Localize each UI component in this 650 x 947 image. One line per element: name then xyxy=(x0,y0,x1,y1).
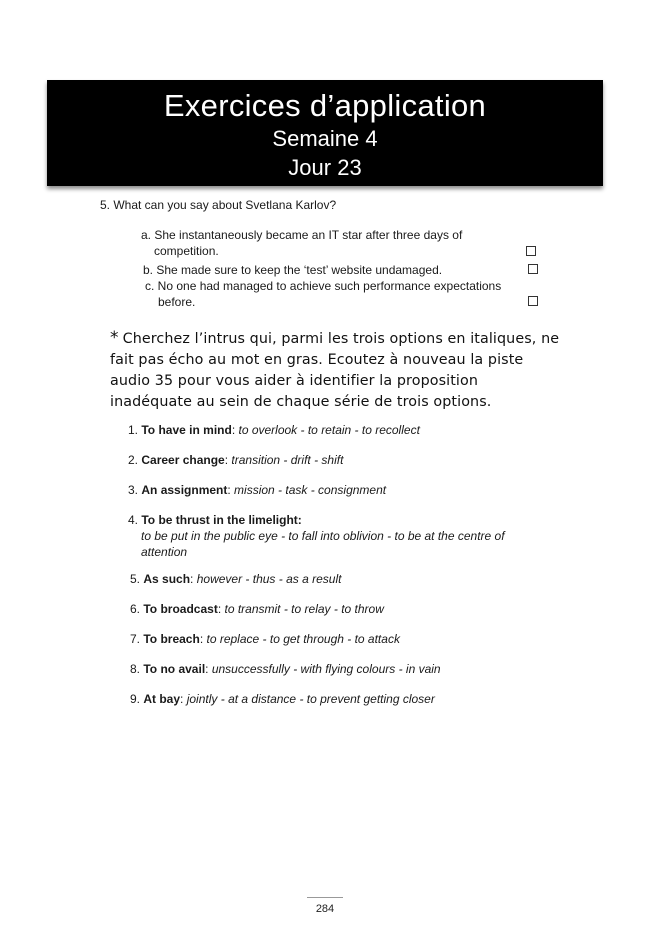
page-number: 284 xyxy=(315,903,335,915)
item-term: To be thrust in the limelight: xyxy=(141,513,302,527)
item-options-line2: attention xyxy=(141,545,188,559)
item-number: 9. xyxy=(130,692,141,706)
item-options: however - thus - as a result xyxy=(196,572,342,586)
item-term: To breach xyxy=(143,632,200,646)
item-options: transition - drift - shift xyxy=(231,453,344,467)
option-b-checkbox[interactable] xyxy=(528,264,538,274)
item-options-line1: to be put in the public eye - to fall into oblivion - to be at the centre of xyxy=(141,529,505,543)
option-a xyxy=(141,227,462,259)
option-c-checkbox[interactable] xyxy=(528,296,538,306)
list-item: 3. An assignment: mission - task - consignment xyxy=(128,483,387,497)
item-term: At bay xyxy=(143,692,181,706)
list-item: 2. Career change: transition - drift - shift xyxy=(128,453,344,467)
item-term: Career change xyxy=(141,453,225,467)
list-item: 1. To have in mind: to overlook - to retain - to recollect xyxy=(128,423,420,437)
option-a-line2: competition. xyxy=(154,244,219,258)
item-options: mission - task - consignment xyxy=(234,483,387,497)
item-options: jointly - at a distance - to prevent getting closer xyxy=(186,692,435,706)
list-item: 6. To broadcast: to transmit - to relay - to throw xyxy=(130,602,384,616)
option-a-line1: a. She instantaneously became an IT star after three days of xyxy=(141,228,463,242)
instruction-paragraph xyxy=(110,328,560,413)
option-b-line1: b. She made sure to keep the ‘test’ website undamaged. xyxy=(143,263,443,277)
item-number: 6. xyxy=(130,602,141,616)
item-term: As such xyxy=(143,572,191,586)
day-label: Jour 23 xyxy=(288,155,362,180)
list-item: 9. At bay: jointly - at a distance - to prevent getting closer xyxy=(130,692,435,706)
item-term: An assignment xyxy=(141,483,228,497)
footer-divider xyxy=(307,897,343,898)
page-title: Exercices d’application xyxy=(163,88,487,123)
question-5: 5. What can you say about Svetlana Karlov? xyxy=(100,198,337,212)
item-term: To have in mind xyxy=(141,423,232,437)
list-item: 7. To breach: to replace - to get through - to attack xyxy=(130,632,400,646)
item-options: to overlook - to retain - to recollect xyxy=(238,423,420,437)
item-term: To broadcast xyxy=(143,602,218,616)
title-banner xyxy=(47,80,603,186)
item-number: 2. xyxy=(128,453,139,467)
option-c xyxy=(145,278,501,310)
item-number: 5. xyxy=(130,572,141,586)
item-options: to transmit - to relay - to throw xyxy=(224,602,384,616)
list-item: 5. As such: however - thus - as a result xyxy=(130,572,342,586)
item-options: to replace - to get through - to attack xyxy=(206,632,400,646)
option-c-line1: c. No one had managed to achieve such performance expectations xyxy=(145,279,502,293)
list-item: 8. To no avail: unsuccessfully - with flying colours - in vain xyxy=(130,662,441,676)
item-number: 8. xyxy=(130,662,141,676)
asterisk: * xyxy=(110,328,119,348)
option-b xyxy=(143,262,442,278)
item-number: 1. xyxy=(128,423,139,437)
instruction-text: Cherchez l’intrus qui, parmi les trois options en italiques, ne fait pas écho au mot en gras. Ecoutez à nouveau la piste audio 35 pour vous aider à identifier la proposition inadéquate au sein de chaque série de trois options. xyxy=(110,331,560,410)
week-label: Semaine 4 xyxy=(272,126,378,151)
item-number: 4. xyxy=(128,513,139,527)
item-options: unsuccessfully - with flying colours - in vain xyxy=(211,662,441,676)
option-a-checkbox[interactable] xyxy=(526,246,536,256)
list-item xyxy=(128,512,505,560)
item-number: 3. xyxy=(128,483,139,497)
item-term: To no avail xyxy=(143,662,206,676)
item-number: 7. xyxy=(130,632,141,646)
option-c-line2: before. xyxy=(158,295,196,309)
